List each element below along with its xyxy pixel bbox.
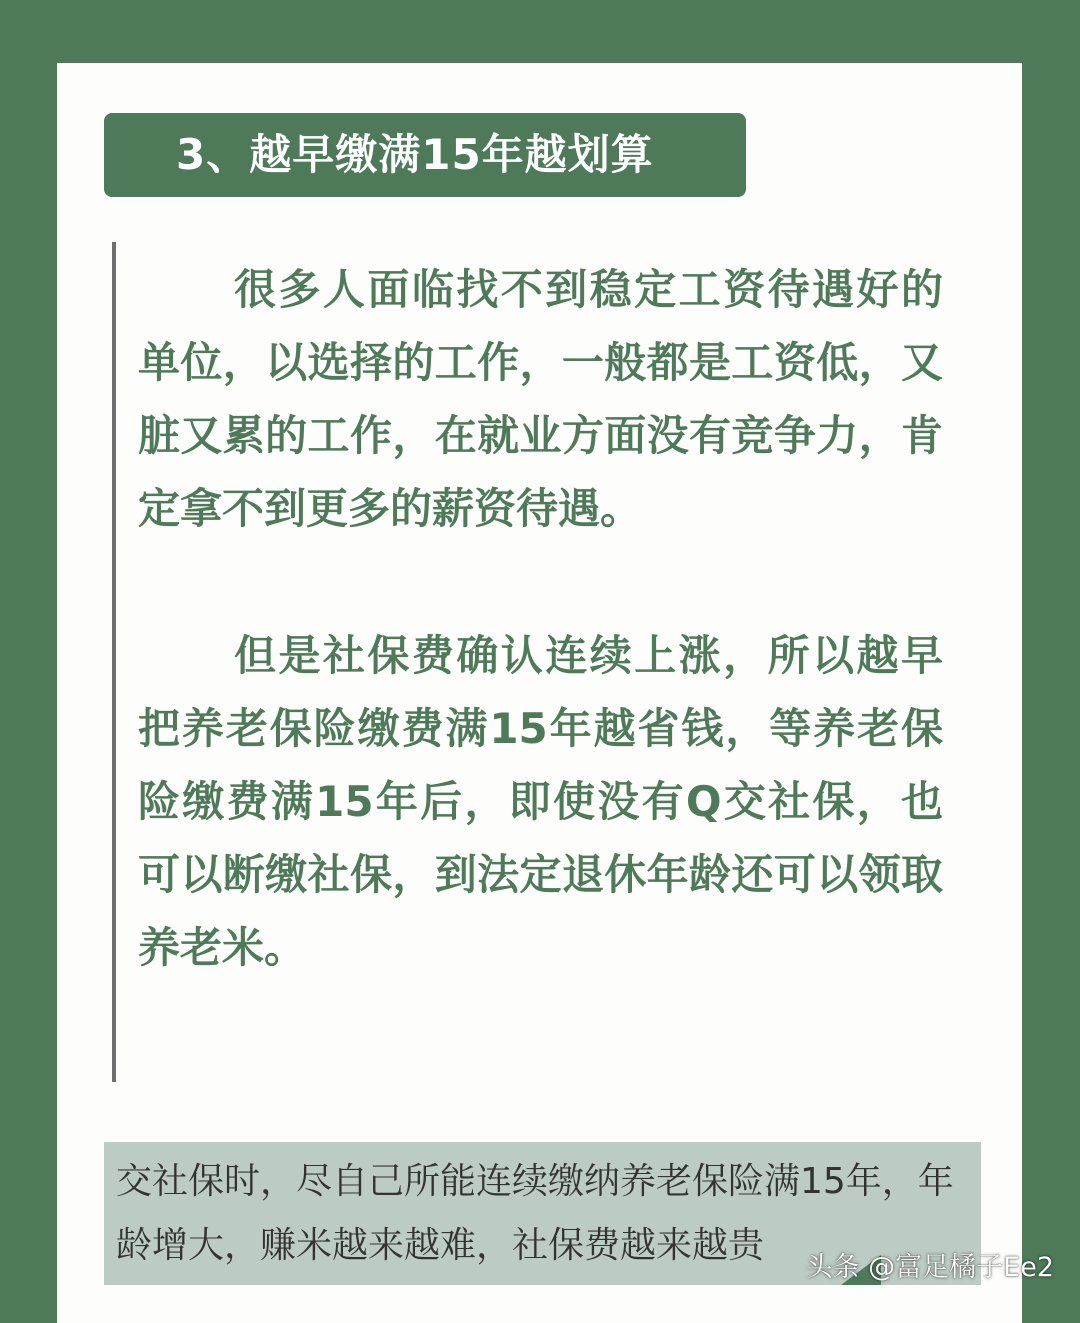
summary-text: 交社保时，尽自己所能连续缴纳养老保险满15年，年龄增大，赚米越来越难，社保费越来越贵 — [116, 1161, 954, 1266]
watermark: 头条 @富足橘子Ee2 — [805, 1252, 1054, 1283]
body-paragraph-2: 但是社保费确认连续上涨，所以越早把养老保险缴费满15年越省钱，等养老保险缴费满15年后，即使没有Q交社保，也可以断缴社保，到法定退休年龄还可以领取养老米。 — [138, 631, 943, 972]
body-paragraph-1: 很多人面临找不到稳定工资待遇好的单位，以选择的工作，一般都是工资低，又脏又累的工作，在就业方面没有竞争力，肯定拿不到更多的薪资待遇。 — [138, 265, 943, 533]
section-header — [104, 113, 746, 197]
section-title: 3、越早缴满15年越划算 — [176, 130, 654, 179]
quote-rule — [112, 242, 116, 1082]
